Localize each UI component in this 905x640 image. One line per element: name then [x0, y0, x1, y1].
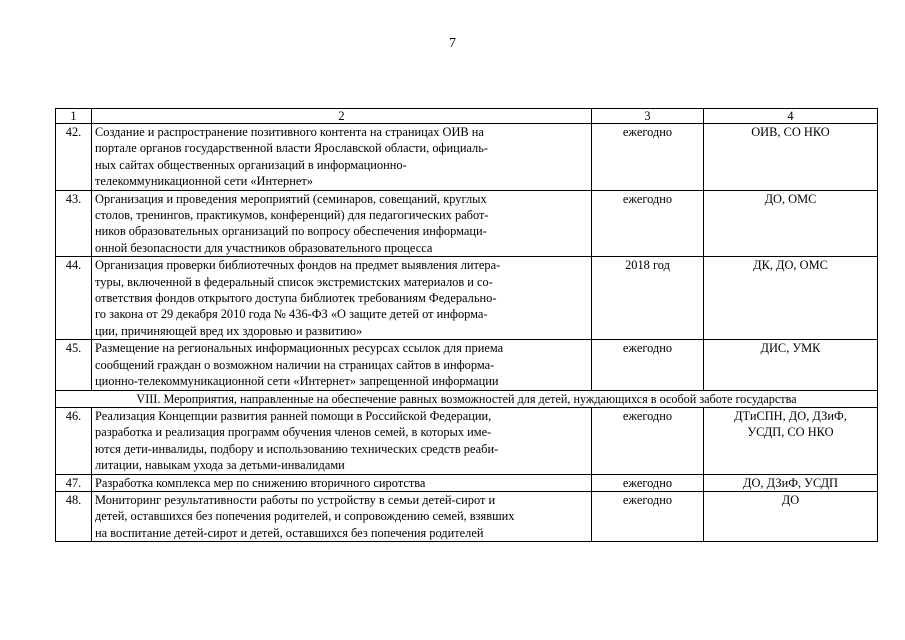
row-number: 47.	[56, 474, 92, 491]
table-row	[56, 190, 878, 257]
executor-cell	[704, 407, 878, 474]
executor-line: ДК, ДО, ОМС	[753, 258, 828, 273]
term-cell: ежегодно	[592, 190, 704, 257]
text-line: портале органов государственной власти Ярославской области, официаль-	[95, 141, 489, 156]
executor-cell	[704, 190, 878, 257]
text-line: го закона от 29 декабря 2010 года № 436-ФЗ «О защите детей от информа-	[95, 307, 488, 322]
text-line: ются дети-инвалиды, подбору и использованию технических средств реаби-	[95, 441, 499, 456]
measure-text	[92, 190, 592, 257]
executor-cell	[704, 257, 878, 340]
text-line: ционно-телекоммуникационной сети «Интернет» запрещенной информации	[95, 374, 499, 389]
executor-line: УСДП, СО НКО	[747, 425, 834, 440]
executor-cell	[704, 474, 878, 491]
measure-text	[92, 124, 592, 191]
table-row	[56, 257, 878, 340]
page-number: 7	[449, 36, 456, 51]
text-line: ответствия фондов открытого доступа библиотек требованиям Федерально-	[95, 291, 497, 306]
executor-line: ОИВ, СО НКО	[751, 125, 830, 139]
term-cell: ежегодно	[592, 124, 704, 191]
table-row	[56, 340, 878, 390]
term-cell: 2018 год	[592, 257, 704, 340]
measures-table	[55, 108, 878, 542]
row-number: 44.	[56, 257, 92, 340]
text-line: на воспитание детей-сирот и детей, оставшихся без попечения родителей	[95, 525, 484, 540]
table-row	[56, 124, 878, 191]
section-title: VIII. Мероприятия, направленные на обеспечение равных возможностей для детей, нуждающихся в особой заботе государства	[56, 390, 878, 407]
table-row	[56, 474, 878, 491]
text-line: Организация и проведения мероприятий (семинаров, совещаний, круглых	[95, 191, 487, 206]
executor-cell	[704, 340, 878, 390]
measure-text	[92, 491, 592, 541]
executor-cell	[704, 124, 878, 191]
measure-text	[92, 407, 592, 474]
measure-text	[92, 257, 592, 340]
header-row	[56, 109, 878, 124]
text-line: Создание и распространение позитивного контента на страницах ОИВ на	[95, 125, 484, 139]
text-line: сообщений граждан о возможном наличии на страницах сайтов в информа-	[95, 357, 495, 372]
text-line: Разработка комплекса мер по снижению вторичного сиротства	[95, 475, 426, 490]
table-row	[56, 407, 878, 474]
executor-cell	[704, 491, 878, 541]
measure-text	[92, 474, 592, 491]
measure-text	[92, 340, 592, 390]
header-col-measure: 2	[92, 109, 592, 124]
text-line: Мониторинг результативности работы по устройству в семьи детей-сирот и	[95, 492, 496, 507]
text-line: телекоммуникационной сети «Интернет»	[95, 174, 313, 189]
text-line: онной безопасности для участников образовательного процесса	[95, 240, 433, 255]
executor-line: ДО	[781, 492, 800, 507]
term-cell: ежегодно	[592, 491, 704, 541]
section-row	[56, 390, 878, 407]
text-line: ции, причиняющей вред их здоровью и развитию»	[95, 323, 363, 338]
text-line: ников образовательных организаций по вопросу обеспечения информаци-	[95, 224, 487, 239]
text-line: ных сайтах общественных организаций в информационно-	[95, 157, 407, 172]
executor-line: ДО, ДЗиФ, УСДП	[743, 475, 838, 490]
text-line: разработка и реализация программ обучения членов семей, в которых име-	[95, 425, 492, 440]
row-number: 45.	[56, 340, 92, 390]
row-number: 46.	[56, 407, 92, 474]
text-line: столов, тренингов, практикумов, конференций) для педагогических работ-	[95, 208, 489, 223]
row-number: 48.	[56, 491, 92, 541]
table-row	[56, 491, 878, 541]
text-line: литации, навыкам ухода за детьми-инвалидами	[95, 458, 345, 473]
text-line: Размещение на региональных информационных ресурсах ссылок для приема	[95, 341, 504, 356]
executor-line: ДТиСПН, ДО, ДЗиФ,	[734, 408, 847, 423]
text-line: детей, оставшихся без попечения родителей, и сопровождению семей, взявших	[95, 509, 515, 524]
text-line: туры, включенной в федеральный список экстремистских материалов и со-	[95, 274, 493, 289]
header-col-number: 1	[56, 109, 92, 124]
text-line: Организация проверки библиотечных фондов на предмет выявления литера-	[95, 258, 501, 273]
header-col-term: 3	[592, 109, 704, 124]
executor-line: ДИС, УМК	[760, 341, 821, 356]
term-cell: ежегодно	[592, 407, 704, 474]
text-line: Реализация Концепции развития ранней помощи в Российской Федерации,	[95, 408, 492, 423]
header-col-executor: 4	[704, 109, 878, 124]
row-number: 42.	[56, 124, 92, 191]
row-number: 43.	[56, 190, 92, 257]
executor-line: ДО, ОМС	[764, 191, 817, 206]
term-cell: ежегодно	[592, 340, 704, 390]
term-cell: ежегодно	[592, 474, 704, 491]
